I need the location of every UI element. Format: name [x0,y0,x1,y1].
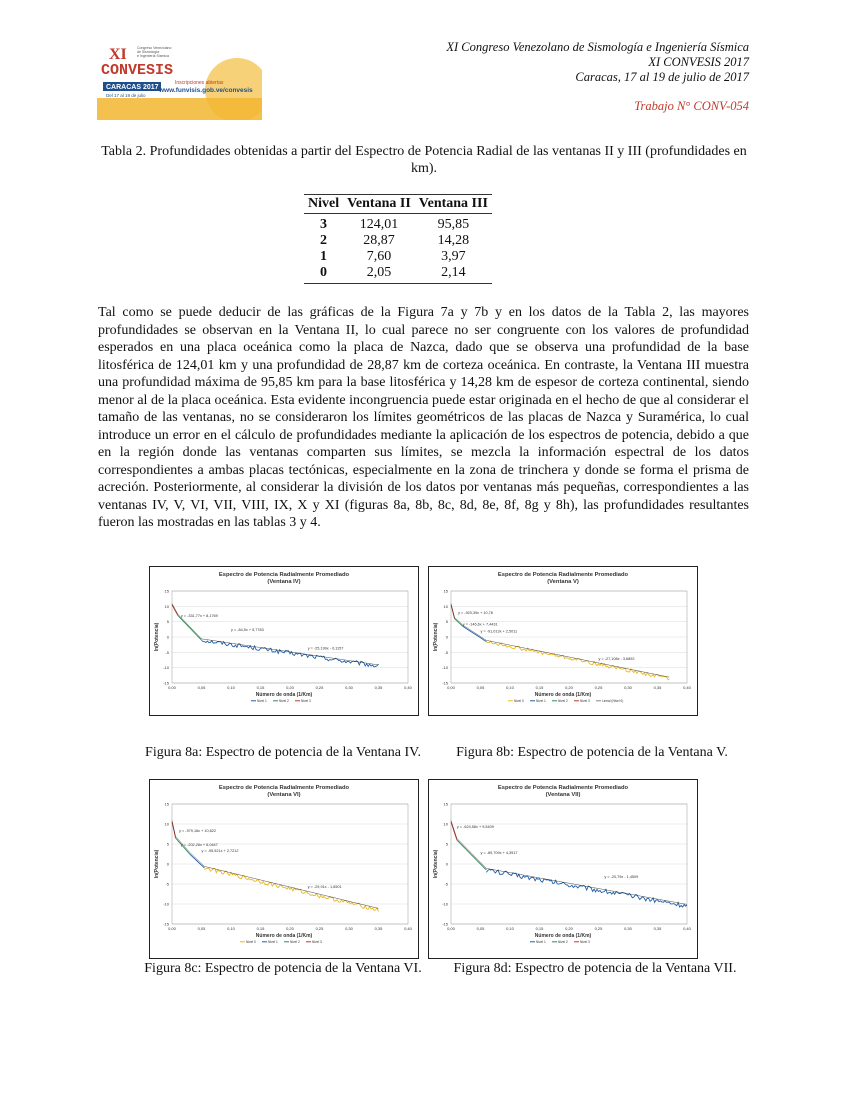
figure-8a-caption: Figura 8a: Espectro de potencia de la Ventana IV. [145,745,421,760]
x-tick-label: 0,05 [197,685,206,690]
y-axis-label: ln(Potencia) [154,849,160,879]
x-tick-label: 0,25 [315,685,324,690]
spectrum-chart-ventana-vii [429,780,697,958]
trend-equation: y = -331,77x + 8,1769 [180,614,218,619]
legend-label: Nivel 2 [290,940,300,944]
y-tick-label: -5 [165,881,169,887]
x-tick-label: 0,00 [447,926,455,931]
x-tick-label: 0,30 [345,926,353,931]
trend-equation: y = -84,5x + 5,7783 [231,627,264,632]
x-tick-label: 0,40 [683,685,691,690]
y-tick-label: 5 [445,619,448,625]
x-axis-label: Número de onda (1/Km) [534,933,592,939]
x-tick-label: 0,05 [197,926,206,931]
x-tick-label: 0,35 [374,926,383,931]
series-line [178,616,202,641]
y-tick-label: -10 [442,901,448,907]
x-tick-label: 0,20 [286,685,294,690]
x-tick-label: 0,00 [168,926,176,931]
y-tick-label: 5 [166,841,169,847]
y-tick-label: -10 [442,665,448,671]
table-row [304,233,492,249]
table-cell: 1 [320,249,328,264]
svg-text:Inscripciones abiertas: Inscripciones abiertas [175,80,224,86]
series-line [190,854,205,868]
y-tick-label: 15 [443,588,448,594]
x-tick-label: 0,00 [447,685,455,690]
y-tick-label: 0 [445,861,448,867]
x-tick-label: 0,25 [594,926,603,931]
x-tick-label: 0,30 [624,685,632,690]
series-line [455,619,463,627]
figure-8c-chart [149,779,419,959]
chart-subtitle: (Ventana V) [547,579,579,585]
figure-8b-chart [428,566,698,716]
x-tick-label: 0,20 [565,685,573,690]
legend-label: Nivel 1 [268,940,278,944]
legend-label: Nivel 0 [514,699,524,703]
x-tick-label: 0,05 [476,926,485,931]
legend-label: Nivel 3 [301,699,311,703]
y-tick-label: 5 [166,619,169,625]
trend-line [172,604,178,615]
table-cell: 3,97 [441,249,466,264]
figure-8d-caption: Figura 8d: Espectro de potencia de la Ventana VII. [453,961,737,976]
x-tick-label: 0,20 [286,926,294,931]
table-row [304,265,492,284]
y-tick-label: -15 [442,680,448,686]
x-tick-label: 0,15 [535,926,544,931]
conference-name: XI Congreso Venezolano de Sismología e Ingeniería Sísmica [446,40,749,54]
svg-text:e Ingeniería Sísmica: e Ingeniería Sísmica [137,54,169,58]
column-header: Nivel [304,195,343,214]
legend-label: Nivel 1 [536,940,546,944]
trend-equation: y = -89,709x + 4,3917 [480,851,518,855]
convesis-logo [97,40,262,120]
y-tick-label: 15 [443,801,448,807]
trend-equation: y = -624,58x + 9,5409 [456,825,494,829]
trend-equation: y = -25,199x - 0,1157 [307,646,344,651]
trend-equation: y = -29,91x - 1,6501 [307,885,342,889]
column-header: Ventana III [415,195,492,214]
figure-8b-caption: Figura 8b: Espectro de potencia de la Ventana V. [456,745,728,760]
chart-title: Espectro de Potencia Radialmente Promediado [497,785,629,791]
figure-8a-chart [149,566,419,716]
y-tick-label: -10 [163,901,169,907]
spectrum-chart-ventana-v [429,567,697,715]
legend-label: Nivel 3 [580,940,590,944]
x-tick-label: 0,05 [476,685,485,690]
series-line [457,840,487,870]
svg-text:Del 17 al 19 de julio: Del 17 al 19 de julio [106,93,146,98]
trend-line [451,820,457,838]
y-axis-label: ln(Potencia) [433,849,439,879]
legend-label: Nivel 2 [279,699,289,703]
legend-label: Nivel 1 [257,699,267,703]
table-cell: 2,14 [415,265,492,284]
table-row [304,249,492,265]
table-cell: 14,28 [437,233,470,248]
x-tick-label: 0,20 [565,926,573,931]
table-cell: 124,01 [359,217,399,232]
series-line [486,869,687,907]
trend-line [451,604,455,618]
y-tick-label: -10 [163,665,169,671]
y-tick-label: 0 [445,634,448,640]
trend-equation: y = -146,6x + 7,4431 [462,622,498,627]
trend-line [486,640,669,677]
trend-line [190,852,205,866]
chart-subtitle: (Ventana VI) [267,792,301,798]
conference-header [446,40,749,114]
series-line [202,640,379,667]
chart-title: Espectro de Potencia Radialmente Promediado [218,785,350,791]
svg-text:de Sismología: de Sismología [137,50,160,54]
y-tick-label: 5 [445,841,448,847]
table-cell: 0 [304,265,343,284]
y-tick-label: -5 [444,649,448,655]
spectrum-chart-ventana-vi [150,780,418,958]
series-line [172,822,176,838]
legend-label: Nivel 2 [558,940,568,944]
x-tick-label: 0,15 [535,685,544,690]
table-2 [304,194,492,284]
table-cell: 95,85 [437,217,470,232]
x-tick-label: 0,30 [345,685,353,690]
table-2-caption: Tabla 2. Profundidades obtenidas a partir del Espectro de Potencia Radial de las ventanas II y III (profundidades en km). [101,144,747,176]
legend-label: Nivel 3 [580,699,590,703]
x-tick-label: 0,15 [256,926,265,931]
svg-text:Congreso Venezolano: Congreso Venezolano [137,46,172,50]
y-tick-label: 15 [164,588,169,594]
table-cell: 28,87 [363,233,395,248]
conference-edition: XI CONVESIS 2017 [648,55,749,69]
table-row [304,214,492,234]
x-tick-label: 0,35 [653,926,662,931]
y-tick-label: 0 [166,861,169,867]
svg-text:XI: XI [109,46,127,63]
trend-equation: y = -91,013x + 2,5011 [480,629,518,634]
x-axis-label: Número de onda (1/Km) [255,933,313,939]
chart-title: Espectro de Potencia Radialmente Promediado [218,572,350,578]
x-tick-label: 0,30 [624,926,632,931]
conference-date: Caracas, 17 al 19 de julio de 2017 [575,70,749,84]
x-tick-label: 0,10 [227,685,235,690]
y-tick-label: 10 [443,603,448,609]
body-paragraph: Tal como se puede deducir de las gráficas de la Figura 7a y 7b y en los datos de la Tabla 2, las mayores profundidades se observan en la Ventana II, lo cual parece no ser congruente con los valores de profundidad esperados en una placa oceánica como la placa de Nazca, dado que se observa una profundidad de la base litosférica de 124,01 km y una profundidad de 28,87 km de corteza oceánica. En contraste, la Ventana III muestra una profundidad máxima de 95,85 km para la base litosférica y 14,28 km de espesor de corteza continental, siendo menor al de la placa oceánica. Esta evidente incongruencia puede estar originada en el hecho de que al considerar el tamaño de las ventanas, no se consideraron los límites geométricos de las placas de Nazca y Suramérica, lo cual introduce un error en el cálculo de profundidades mediante la aplicación de los espectros de potencia, debido a que en la región donde las ventanas comparten sus límites, se mezcla la información espectral de los datos correspondientes a ambas placas tectónicas, especialmente en la zona de trinchera y donde se forma el prisma de acreción. Posteriormente, al considerar la división de los datos por ventanas más pequeñas, correspondientes a las ventanas IV, V, VI, VII, VIII, IX, X y XI (figuras 8a, 8b, 8c, 8d, 8e, 8f, 8g y 8h), las profundidades resultantes fueron las mostradas en las tablas 3 y 4. [98,305,749,530]
spectrum-chart-ventana-iv [150,567,418,715]
y-axis-label: ln(Potencia) [433,622,439,652]
trend-equation: y = -920,39x + 10,78 [458,611,493,615]
y-tick-label: 0 [166,634,169,640]
legend-label: Nivel 3 [312,940,322,944]
y-tick-label: 10 [164,603,169,609]
trend-line [202,639,379,665]
table-header-row [304,195,492,214]
chart-subtitle: (Ventana VII) [545,792,581,798]
y-tick-label: -5 [165,649,169,655]
x-tick-label: 0,35 [653,685,662,690]
x-tick-label: 0,15 [256,685,265,690]
series-line [486,641,669,680]
x-tick-label: 0,35 [374,685,383,690]
y-tick-label: 15 [164,801,169,807]
column-header: Ventana II [343,195,415,214]
legend-label: Nivel 1 [536,699,546,703]
y-tick-label: 10 [443,821,448,827]
x-tick-label: 0,25 [594,685,603,690]
y-tick-label: -15 [442,921,448,927]
trend-equation: y = -95,521x + 2,7212 [201,849,239,853]
svg-text:CARACAS 2017: CARACAS 2017 [106,84,159,91]
trend-line [455,617,463,625]
trend-line [172,820,176,836]
x-tick-label: 0,25 [315,926,324,931]
y-axis-label: ln(Potencia) [154,622,160,652]
trend-line [486,868,687,904]
paper-number: Trabajo N° CONV-054 [634,99,749,113]
table-cell: 3 [320,217,328,232]
y-tick-label: -15 [163,680,169,686]
trend-line [204,866,378,908]
x-axis-label: Número de onda (1/Km) [255,692,313,698]
legend-label: Lineal (Nivel 0) [602,699,624,703]
y-tick-label: -5 [444,881,448,887]
trend-equation: y = -27,108x - 3,6892 [598,657,635,661]
figure-8d-chart [428,779,698,959]
y-tick-label: -15 [163,921,169,927]
series-line [451,605,455,619]
table-cell: 2,05 [343,265,415,284]
svg-text:www.funvisis.gob.ve/convesis: www.funvisis.gob.ve/convesis [159,87,253,94]
x-tick-label: 0,00 [168,685,176,690]
x-tick-label: 0,10 [227,926,235,931]
legend-label: Nivel 0 [246,940,256,944]
chart-subtitle: (Ventana IV) [267,579,301,585]
legend-label: Nivel 2 [558,699,568,703]
series-line [204,868,378,912]
trend-equation: y = -979,16x + 10,822 [179,829,217,833]
svg-text:CONVESIS: CONVESIS [101,62,174,79]
figure-8c-caption: Figura 8c: Espectro de potencia de la Ventana VI. [144,961,422,976]
x-tick-label: 0,10 [506,926,514,931]
table-cell: 7,60 [366,249,392,264]
x-tick-label: 0,40 [404,926,412,931]
x-tick-label: 0,40 [683,926,691,931]
chart-title: Espectro de Potencia Radialmente Promediado [497,572,629,578]
x-tick-label: 0,10 [506,685,514,690]
y-tick-label: 10 [164,821,169,827]
trend-equation: y = -20,79x - 1,4509 [604,875,639,879]
trend-equation: y = -202,26x + 6,0447 [180,843,218,847]
x-axis-label: Número de onda (1/Km) [534,692,592,698]
table-cell: 2 [320,233,328,248]
x-tick-label: 0,40 [404,685,412,690]
